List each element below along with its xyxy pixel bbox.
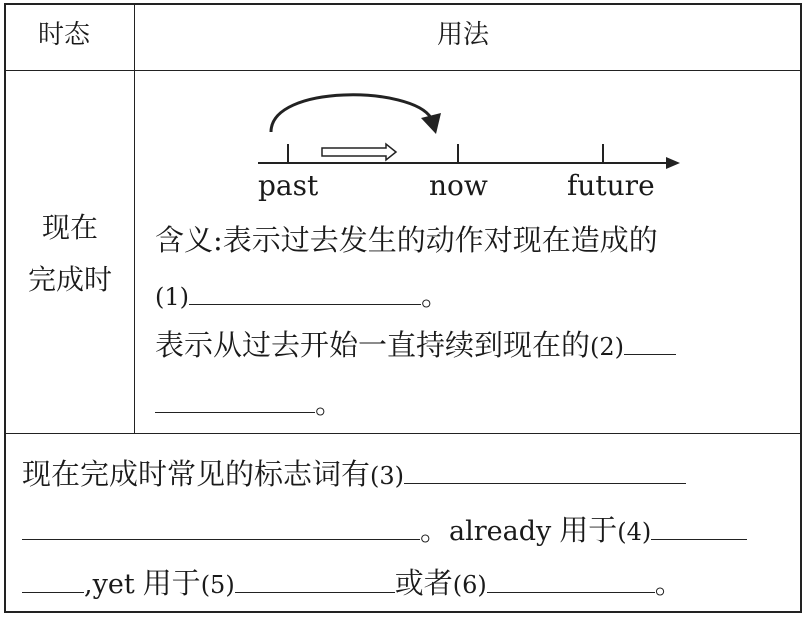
timeline-arrowhead <box>666 157 680 169</box>
blank3-number: (3) <box>370 462 405 490</box>
blank1-line <box>155 280 450 310</box>
final-period: 。 <box>654 566 684 600</box>
blank2-period: 。 <box>315 386 345 420</box>
blank5-number: (5) <box>200 571 235 599</box>
blank1-field[interactable] <box>189 280 421 305</box>
blank2-number: (2) <box>590 333 625 361</box>
blank2-line <box>155 388 344 418</box>
curved-arrowhead <box>421 113 441 134</box>
blank3-period: 。 <box>420 513 450 547</box>
blank1-number: (1) <box>155 283 189 311</box>
tense-name-line1: 现在 <box>41 211 98 244</box>
continuous-text: 表示从过去开始一直持续到现在的 <box>155 328 591 362</box>
used-for-1: 用于 <box>559 513 618 547</box>
blank6-field[interactable] <box>487 568 655 593</box>
double-arrow <box>322 144 396 160</box>
timeline-label-now: now <box>429 169 488 202</box>
signal-text: 现在完成时常见的标志词有 <box>22 457 371 491</box>
blank3-field-a[interactable] <box>404 459 686 484</box>
blank5-field[interactable] <box>235 568 395 593</box>
blank4-number: (4) <box>617 518 652 546</box>
signal-line-2 <box>22 515 747 545</box>
blank3-field-b[interactable] <box>22 515 420 540</box>
meaning-text: 表示过去发生的动作对现在造成的 <box>222 223 658 257</box>
used-for-2: 用于 <box>142 566 201 600</box>
continuous-line <box>155 330 676 360</box>
timeline-label-past: past <box>258 169 319 202</box>
or-word: 或者 <box>394 566 453 600</box>
header-usage: 用法 <box>437 20 490 50</box>
signal-line-1 <box>22 459 686 489</box>
blank4-field-b[interactable] <box>22 568 84 593</box>
curved-arrow <box>271 95 431 132</box>
timeline-label-future: future <box>567 169 655 202</box>
header-tense: 时态 <box>38 20 91 50</box>
blank4-field-a[interactable] <box>651 515 747 540</box>
meaning-label: 含义: <box>155 223 223 257</box>
blank1-period: 。 <box>421 278 451 312</box>
meaning-line <box>155 223 658 257</box>
blank2-field-b[interactable] <box>155 388 315 413</box>
blank6-number: (6) <box>452 571 487 599</box>
blank2-field-a[interactable] <box>624 330 676 355</box>
tense-name-line2: 完成时 <box>27 263 112 296</box>
yet-word: ,yet <box>84 569 135 600</box>
already-word: already <box>449 516 552 547</box>
signal-line-3 <box>22 568 684 598</box>
